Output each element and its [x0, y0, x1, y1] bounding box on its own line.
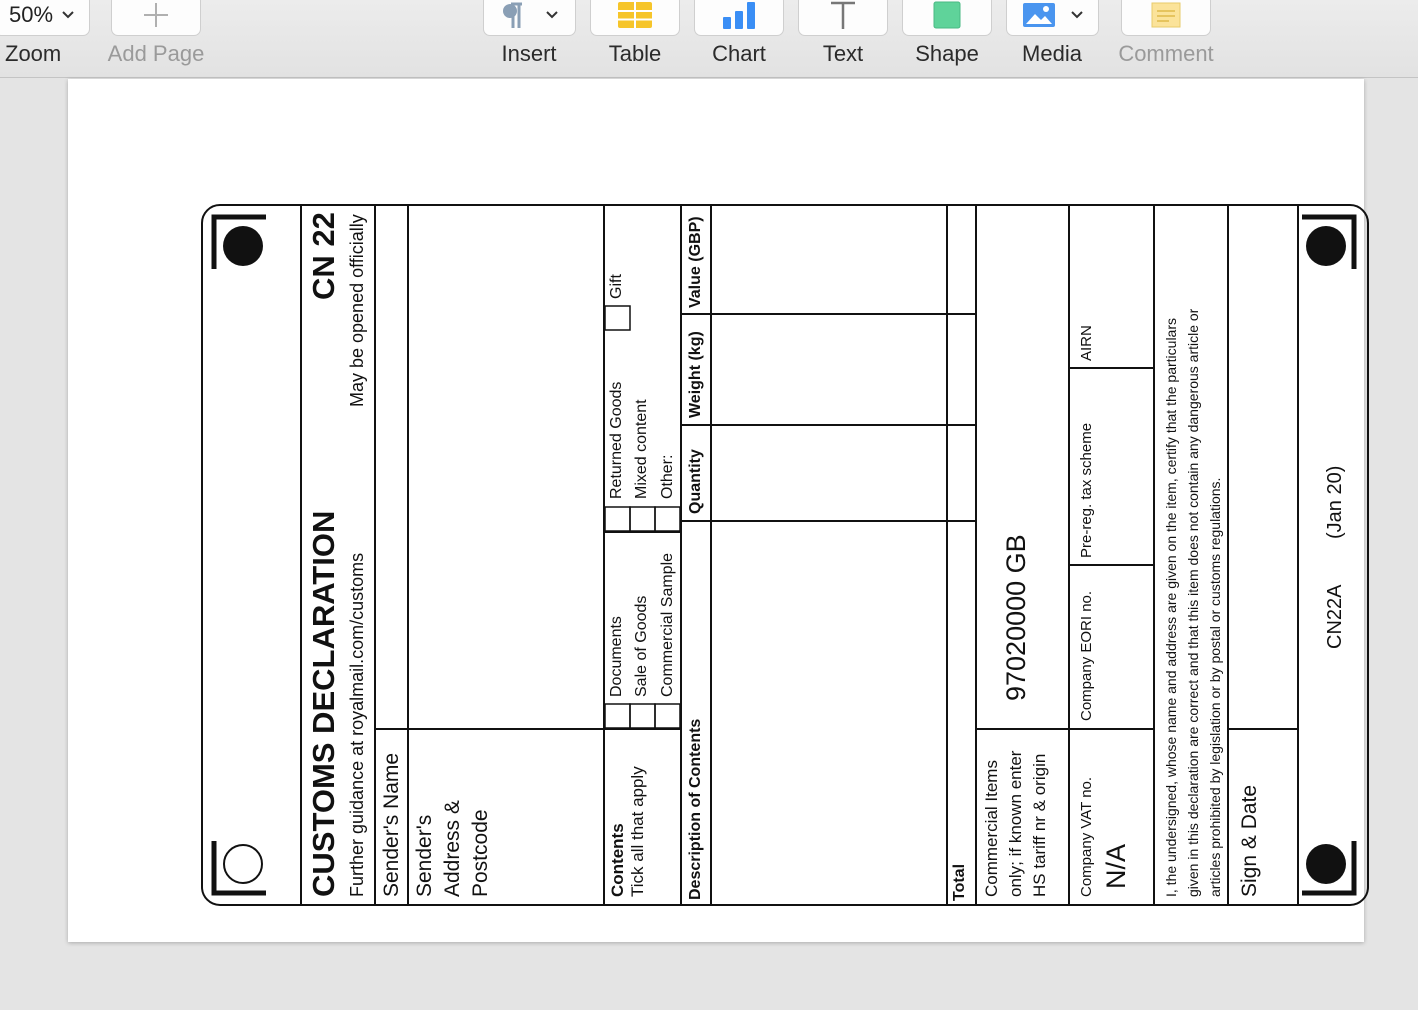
comment-button[interactable]	[1121, 0, 1211, 36]
registration-circle-bottom-left	[223, 844, 263, 884]
commercial-items-label-2: only; if known enter	[1006, 750, 1025, 897]
declaration-line-3: articles prohibited by legislation or by postal or customs regulations.	[1207, 477, 1223, 897]
insert-button[interactable]	[483, 0, 576, 36]
comment-icon	[1151, 2, 1181, 28]
media-button[interactable]	[1006, 0, 1099, 36]
senders-address-label-1: Sender's	[413, 814, 436, 897]
value-column-header: Value (GBP)	[687, 216, 704, 308]
form-code: CN 22	[306, 212, 341, 300]
registration-dot-top-right	[1306, 226, 1346, 266]
company-vat-value[interactable]: N/A	[1101, 843, 1131, 889]
chevron-down-icon	[61, 10, 75, 20]
media-label: Media	[1022, 41, 1082, 66]
option-sale-of-goods: Sale of Goods	[633, 595, 650, 697]
add-page-button[interactable]	[111, 0, 201, 36]
opened-officially-text: May be opened officially	[347, 214, 367, 407]
declaration-line-1: I, the undersigned, whose name and address are given on the item, certify that the particulars	[1163, 318, 1179, 897]
senders-name-label: Sender's Name	[380, 752, 403, 897]
option-mixed-content: Mixed content	[633, 399, 650, 499]
zoom-dropdown[interactable]	[0, 0, 90, 36]
chart-icon	[721, 1, 757, 29]
chevron-down-icon	[1070, 10, 1084, 20]
paragraph-icon	[501, 1, 525, 29]
senders-address-label-2: Address &	[441, 800, 464, 897]
registration-dot-bottom-right	[1306, 844, 1346, 884]
text-icon	[829, 0, 857, 30]
option-returned-goods: Returned Goods	[608, 381, 625, 499]
form-title: CUSTOMS DECLARATION	[306, 510, 341, 897]
plus-icon	[143, 2, 169, 28]
form-code-footer: CN22A	[1324, 584, 1346, 649]
registration-dot-top-left	[223, 226, 263, 266]
guidance-text: Further guidance at royalmail.com/customs	[347, 552, 367, 897]
sign-date-label: Sign & Date	[1238, 784, 1261, 897]
shape-label: Shape	[915, 41, 979, 66]
text-label: Text	[822, 41, 864, 66]
shape-button[interactable]	[902, 0, 992, 36]
chevron-down-icon	[545, 10, 559, 20]
declaration-line-2: given in this declaration are correct and that this item does not contain any dangerous article or	[1185, 308, 1201, 897]
image-icon	[1022, 2, 1056, 28]
option-other: Other:	[659, 454, 676, 499]
quantity-column-header: Quantity	[687, 449, 704, 514]
option-gift: Gift	[608, 274, 625, 299]
chart-label: Chart	[712, 41, 766, 66]
insert-label: Insert	[501, 41, 557, 66]
commercial-items-label-1: Commercial Items	[982, 760, 1001, 897]
contents-title: Contents	[608, 823, 627, 897]
cn22-form	[201, 204, 1369, 906]
airn-label: AIRN	[1078, 325, 1095, 361]
contents-subtitle: Tick all that apply	[628, 766, 647, 897]
hs-tariff-value[interactable]: 97020000 GB	[1001, 534, 1031, 701]
table-icon	[618, 2, 652, 28]
zoom-value: 50%	[8, 2, 54, 27]
prereg-tax-scheme-label: Pre-reg. tax scheme	[1078, 422, 1095, 558]
zoom-label: Zoom	[5, 41, 62, 66]
total-label: Total	[951, 863, 968, 901]
form-date-footer: (Jan 20)	[1324, 465, 1346, 539]
document-page[interactable]	[68, 79, 1364, 942]
text-button[interactable]	[798, 0, 888, 36]
comment-label: Comment	[1118, 41, 1214, 66]
senders-address-label-3: Postcode	[469, 809, 492, 897]
toolbar	[0, 0, 1418, 78]
weight-column-header: Weight (kg)	[687, 331, 704, 418]
company-eori-label: Company EORI no.	[1078, 590, 1095, 721]
table-button[interactable]	[590, 0, 680, 36]
shape-icon	[933, 1, 961, 29]
description-column-header: Description of Contents	[687, 718, 704, 900]
option-commercial-sample: Commercial Sample	[659, 552, 676, 697]
table-label: Table	[608, 41, 662, 66]
chart-button[interactable]	[694, 0, 784, 36]
add-page-label: Add Page	[107, 41, 205, 66]
commercial-items-label-3: HS tariff nr & origin	[1030, 753, 1049, 897]
company-vat-label: Company VAT no.	[1078, 776, 1095, 897]
option-documents: Documents	[608, 616, 625, 697]
